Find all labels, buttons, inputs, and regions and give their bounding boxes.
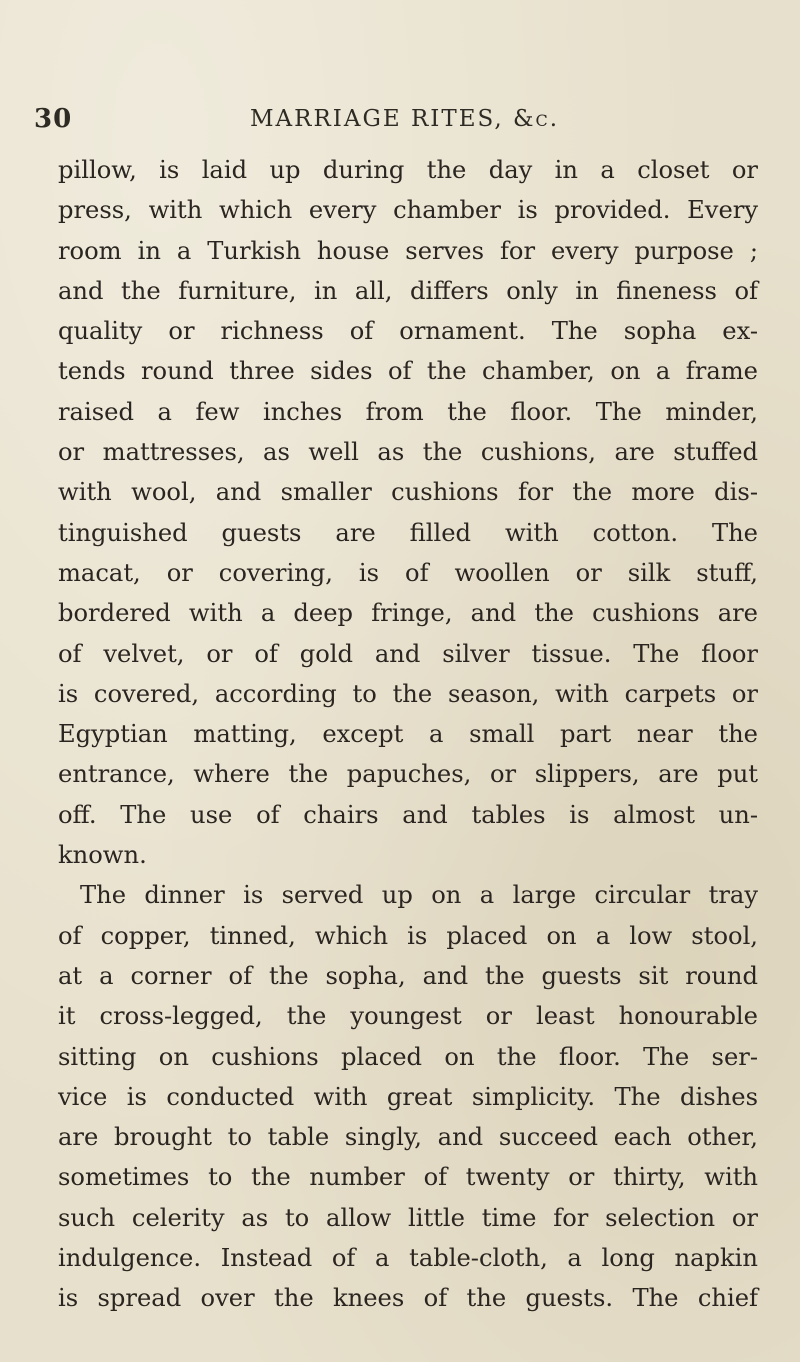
page-header: [34, 104, 754, 144]
text-line: it cross-legged, the youngest or least honourable: [58, 1002, 758, 1031]
text-line: is spread over the knees of the guests. The chief: [58, 1284, 758, 1313]
text-line: or mattresses, as well as the cushions, are stuffed: [58, 438, 758, 467]
text-line: sitting on cushions placed on the floor. The ser-: [58, 1042, 758, 1071]
text-line: raised a few inches from the floor. The minder,: [58, 397, 758, 426]
text-line: sometimes to the number of twenty or thirty, with: [58, 1163, 758, 1192]
running-head: MARRIAGE RITES, &c.: [250, 106, 560, 132]
text-line: tends round three sides of the chamber, on a frame: [58, 357, 758, 386]
text-line: entrance, where the papuches, or slippers, are put: [58, 760, 758, 789]
text-line: of copper, tinned, which is placed on a low stool,: [58, 921, 758, 950]
text-line: tinguished guests are filled with cotton. The: [58, 518, 758, 547]
text-line: are brought to table singly, and succeed each other,: [58, 1123, 758, 1152]
text-line: bordered with a deep fringe, and the cushions are: [58, 599, 758, 628]
text-line: is covered, according to the season, with carpets or: [58, 679, 758, 708]
text-line: such celerity as to allow little time for selection or: [58, 1203, 758, 1232]
text-line: The dinner is served up on a large circular tray: [80, 881, 758, 910]
page-number: 30: [34, 104, 73, 134]
text-line: indulgence. Instead of a table-cloth, a long napkin: [58, 1244, 758, 1273]
text-line: Egyptian matting, except a small part near the: [58, 720, 758, 749]
text-line: off. The use of chairs and tables is almost un-: [58, 800, 758, 829]
text-line: at a corner of the sopha, and the guests sit round: [58, 961, 758, 990]
text-line: macat, or covering, is of woollen or silk stuff,: [58, 558, 758, 587]
text-line: room in a Turkish house serves for every purpose ;: [58, 236, 758, 265]
text-line: vice is conducted with great simplicity. The dishes: [58, 1082, 758, 1111]
text-line: of velvet, or of gold and silver tissue. The floor: [58, 639, 758, 668]
text-line: press, with which every chamber is provided. Every: [58, 196, 758, 225]
text-line: pillow, is laid up during the day in a closet or: [58, 156, 758, 184]
text-line: known.: [58, 841, 147, 870]
body-text: [58, 150, 758, 1319]
text-line: quality or richness of ornament. The sopha ex-: [58, 317, 758, 346]
text-line: with wool, and smaller cushions for the more dis-: [58, 478, 758, 507]
text-line: and the furniture, in all, differs only in fineness of: [58, 276, 758, 305]
